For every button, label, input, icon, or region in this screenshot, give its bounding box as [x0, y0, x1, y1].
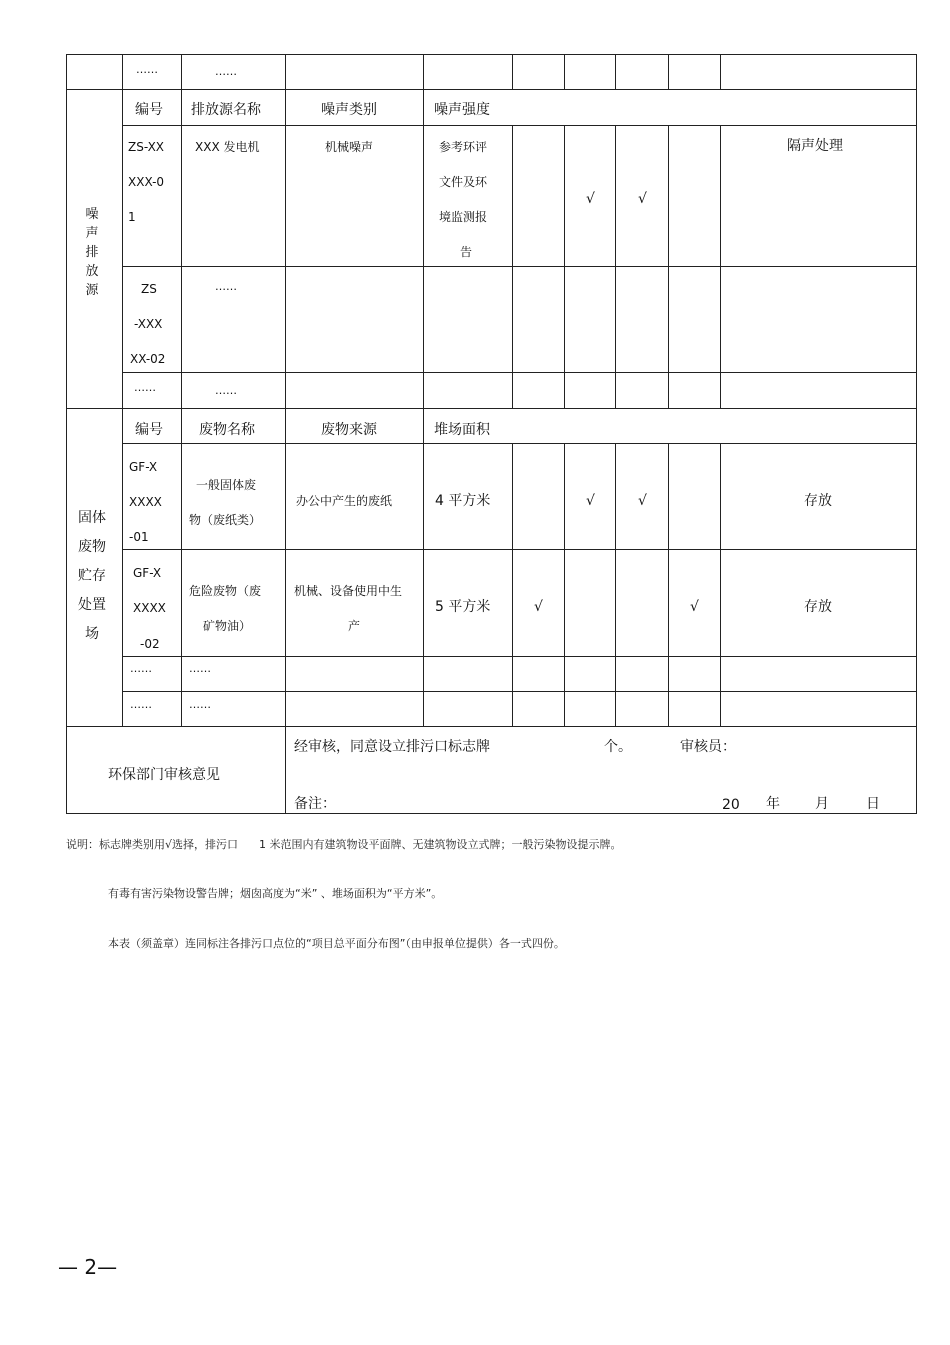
solid-row1-measure: 存放: [804, 493, 832, 509]
noise-row2-name: ……: [215, 280, 237, 293]
vline: [66, 54, 67, 813]
noise-row1-no: XXX-0: [128, 175, 165, 189]
vline: [285, 54, 286, 813]
top-row-name: ……: [215, 65, 237, 78]
hline: [66, 813, 917, 814]
solid-row2-source: 产: [348, 619, 361, 633]
solid-header-source: 废物来源: [321, 422, 377, 438]
vline: [512, 443, 513, 727]
hline: [122, 691, 917, 692]
vline: [668, 443, 669, 727]
vline: [720, 443, 721, 727]
hline: [66, 408, 917, 409]
noise-header-type: 噪声类别: [321, 102, 377, 118]
solid-row3-no: ……: [130, 662, 152, 675]
solid-row1-check-b: √: [638, 493, 647, 509]
hline: [66, 89, 917, 90]
solid-row1-area: 4 平方米: [435, 493, 491, 509]
hline: [122, 125, 917, 126]
solid-header-name: 废物名称: [199, 422, 255, 438]
solid-row1-no: XXXX: [129, 495, 162, 509]
review-day: 日: [866, 796, 880, 812]
noise-row2-no: ZS: [141, 282, 157, 296]
solid-row1-source: 办公中产生的废纸: [296, 494, 393, 508]
noise-row1-no: ZS-XX: [128, 140, 165, 154]
solid-row3-name: ……: [189, 662, 211, 675]
vline: [615, 125, 616, 409]
noise-row1-intensity: 文件及环: [439, 175, 488, 189]
solid-row2-source: 机械、设备使用中生: [294, 584, 403, 598]
solid-section-label: 固体 废物 贮存 处置 场: [78, 510, 106, 642]
solid-row1-name: 一般固体废: [196, 478, 257, 492]
solid-row1-name: 物（废纸类）: [189, 513, 262, 527]
solid-row2-name: 矿物油）: [203, 619, 252, 633]
noise-row1-intensity: 告: [460, 245, 473, 259]
review-label: 环保部门审核意见: [108, 767, 220, 783]
solid-row2-no: GF-X: [133, 566, 162, 580]
noise-row1-no: 1: [128, 210, 136, 224]
noise-row1-check-a: √: [586, 191, 595, 207]
vline: [564, 54, 565, 90]
vline: [181, 54, 182, 726]
review-reviewer: 审核员：: [680, 739, 736, 755]
noise-header-name: 排放源名称: [191, 102, 261, 118]
noise-row1-measure: 隔声处理: [787, 138, 843, 154]
solid-row2-measure: 存放: [804, 599, 832, 615]
vline: [720, 125, 721, 409]
solid-row2-no: -02: [140, 637, 160, 651]
vline: [668, 125, 669, 409]
noise-row2-no: XX-02: [130, 352, 166, 366]
solid-row2-check-a: √: [534, 599, 543, 615]
vline: [564, 443, 565, 727]
noise-row3-name: ……: [215, 384, 237, 397]
hline: [122, 266, 917, 267]
vline: [720, 54, 721, 90]
vline: [512, 54, 513, 90]
review-count-unit: 个。: [604, 739, 632, 755]
vline: [512, 125, 513, 409]
hline: [122, 372, 917, 373]
solid-row2-check-b: √: [690, 599, 699, 615]
page-number: — 2—: [58, 1255, 118, 1279]
solid-row2-no: XXXX: [133, 601, 166, 615]
vline: [615, 443, 616, 727]
hline: [66, 54, 917, 55]
noise-header-intensity: 噪声强度: [434, 102, 490, 118]
solid-header-no: 编号: [135, 422, 163, 438]
vline: [615, 54, 616, 90]
solid-row1-no: GF-X: [129, 460, 158, 474]
noise-row3-no: ……: [134, 381, 156, 394]
note-line-3: 本表（须盖章）连同标注各排污口点位的“项目总平面分布图”（由申报单位提供）各一式四份。: [108, 937, 565, 950]
noise-row1-check-b: √: [638, 191, 647, 207]
review-date-year-prefix: 20: [722, 797, 740, 813]
review-approve-text: 经审核，同意设立排污口标志牌: [294, 739, 490, 755]
noise-row2-no: -XXX: [134, 317, 163, 331]
vline: [564, 125, 565, 409]
review-remark: 备注：: [294, 796, 336, 812]
top-row-no: ……: [136, 63, 158, 76]
vline: [423, 54, 424, 726]
note-line-2: 有毒有害污染物设警告牌；烟囱高度为“米” 、堆场面积为“平方米”。: [108, 887, 443, 900]
review-month: 月: [815, 796, 829, 812]
noise-row1-type: 机械噪声: [325, 140, 374, 154]
vline: [122, 54, 123, 726]
solid-row1-no: -01: [129, 530, 149, 544]
solid-row2-name: 危险废物（废: [189, 584, 262, 598]
noise-row1-name: XXX 发电机: [195, 140, 260, 154]
solid-row2-area: 5 平方米: [435, 599, 491, 615]
review-year: 年: [766, 796, 780, 812]
hline: [122, 443, 917, 444]
noise-row1-intensity: 参考环评: [439, 140, 488, 154]
solid-row4-name: ……: [189, 698, 211, 711]
hline: [122, 549, 917, 550]
note-line-1: 说明：标志牌类别用√选择，排污口 1 米范围内有建筑物设平面牌、无建筑物设立式牌；一般污染物设提示牌。: [66, 838, 622, 851]
solid-row1-check-a: √: [586, 493, 595, 509]
noise-row1-intensity: 境监测报: [439, 210, 488, 224]
vline: [668, 54, 669, 90]
noise-header-no: 编号: [135, 102, 163, 118]
vline: [916, 54, 917, 813]
solid-row4-no: ……: [130, 698, 152, 711]
noise-section-label: 噪 声 排 放 源: [85, 207, 99, 298]
hline: [122, 656, 917, 657]
hline: [66, 726, 917, 727]
solid-header-area: 堆场面积: [434, 422, 490, 438]
